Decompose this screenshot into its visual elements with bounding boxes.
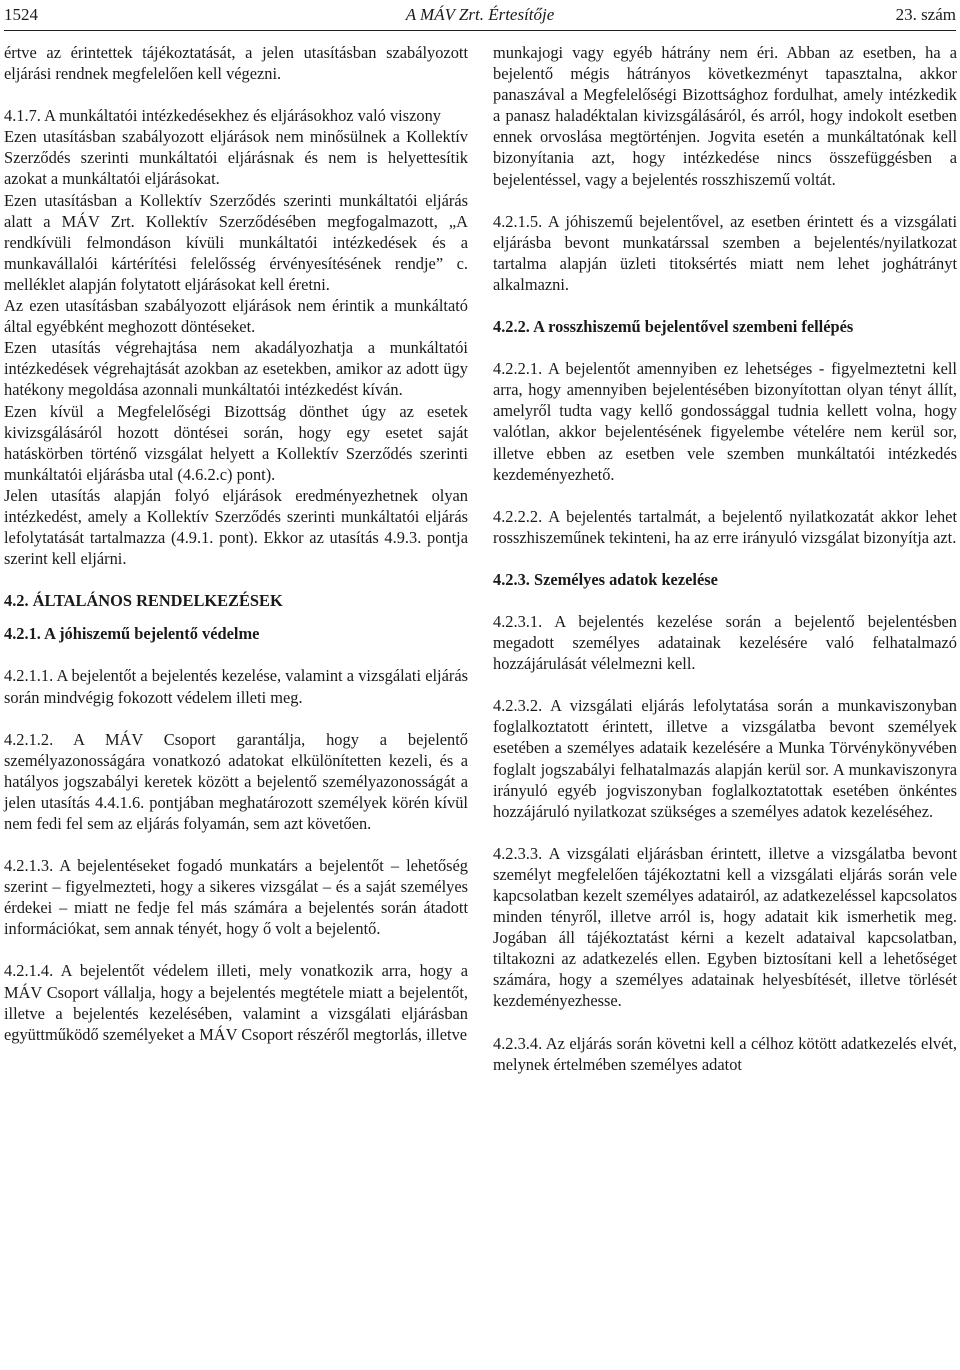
paragraph: Az ezen utasításban szabályozott eljárások nem érintik a munkáltató által egyébként meghozott döntéseket. [4,296,468,337]
issue-number: 23. szám [895,5,956,24]
section-4-1-7-heading: 4.1.7. A munkáltatói intézkedésekhez és eljárásokhoz való viszony [4,106,441,126]
paragraph-4-2-2-1: 4.2.2.1. A bejelentőt amennyiben ez lehetséges - figyelmeztetni kell arra, hogy amennyiben bejelentésében bizonyítottan olyan tényt állít, amelyről tudta vagy kellő gondossággal tudnia kellett volna, hogy valótlan, akkor bejelentésének figyelembe vételére nem kerül sor, illetve ebben az esetben vele szemben munkáltatói intézkedés kezdeményezhető. [493,359,957,484]
paragraph-4-2-1-3: 4.2.1.3. A bejelentéseket fogadó munkatárs a bejelentőt – lehetőség szerint – figyelmezteti, hogy a sikeres vizsgálat – és a saját személyes érdekei – miatt ne fedje fel más számára a bejelentés során átadott információkat, sem annak tényét, hogy ő volt a bejelentő. [4,856,468,939]
page-number: 1524 [4,5,38,24]
right-column [493,42,957,1075]
paragraph: Ezen utasításban szabályozott eljárások nem minősülnek a Kollektív Szerződés szerinti munkáltatói eljárásnak és nem is helyettesítik azokat a munkáltatói eljárásokat. [4,127,468,189]
section-heading-bad-faith: 4.2.2. A rosszhiszemű bejelentővel szembeni fellépés [493,317,854,337]
paragraph: Jelen utasítás alapján folyó eljárások eredményezhetnek olyan intézkedést, amely a Kollektív Szerződés szerinti munkáltatói eljárás lefolytatását tartalmazza (4.9.1. pont). Ekkor az utasítás 4.9.3. pontja szerint kell eljárni. [4,485,468,569]
header-rule [4,30,956,31]
section-heading-protection: 4.2.1. A jóhiszemű bejelentő védelme [4,624,260,644]
paragraph: munkajogi vagy egyéb hátrány nem éri. Abban az esetben, ha a bejelentő mégis hátrányos következményt tapasztalna, akkor panaszával a Megfelelőségi Bizottsághoz fordulhat, amely intézkedik a panasz haladéktalan kivizsgálásáról, és arról, hogy indokolt esetben ennek orvoslása megtörténjen. Jogvita esetén a munkáltatónak kell bizonyítania azt, hogy intézkedése nincs összefüggésben a bejelentéssel, vagy a bejelentés rosszhiszemű voltát. [493,43,957,189]
paragraph-4-2-2-2: 4.2.2.2. A bejelentés tartalmát, a bejelentő nyilatkozatát akkor lehet rosszhiszeműnek tekinteni, ha az erre irányuló vizsgálat bizonyítja azt. [493,506,957,547]
paragraph: Ezen kívül a Megfelelőségi Bizottság dönthet úgy az esetek kivizsgálásáról hozott döntései során, hogy egy esetet saját hatáskörben történő vizsgálat helyett a Kollektív Szerződés szerinti munkáltatói eljárásba utal (4.6.2.c) pont). [4,401,468,484]
paragraph-4-2-3-1: 4.2.3.1. A bejelentés kezelése során a bejelentő bejelentésben megadott személyes adatainak kezelésére való felhatalmazó hozzájárulását vélelmezni kell. [493,611,957,674]
paragraph-4-2-1-2: 4.2.1.2. A MÁV Csoport garantálja, hogy a bejelentő személyazonosságára vonatkozó adatokat elkülönítetten kezeli, és a hatályos jogszabályi keretek között a bejelentő személyazonosságát a jelen utasítás 4.4.1.6. pontjában meghatározott személyek körén kívül nem fedi fel sem az eljárás folyamán, sem azt követően. [4,729,468,833]
paragraph-4-2-3-4: 4.2.3.4. Az eljárás során követni kell a célhoz kötött adatkezelés elvét, melynek értelmében személyes adatot [493,1033,957,1074]
section-heading-general: 4.2. ÁLTALÁNOS RENDELKEZÉSEK [4,591,283,611]
journal-title: A MÁV Zrt. Értesítője [405,5,555,24]
paragraph-4-2-1-5: 4.2.1.5. A jóhiszemű bejelentővel, az esetben érintett és a vizsgálati eljárásba bevont munkatárssal szemben a bejelentés/nyilatkozat tartalma alapján üzleti titoksértés miatt nem lehet joghátrányt alkalmazni. [493,211,957,294]
paragraph-4-2-3-2: 4.2.3.2. A vizsgálati eljárás lefolytatása során a munkaviszonyban foglalkoztatott érintett, illetve a vizsgálatba bevont személyek esetében a személyes adataik kezelésére a Munka Törvénykönyvében foglalt jogszabályi felhatalmazás alapján kerül sor. A munkaviszonyra irányuló egyéb jogviszonyban foglalkoztatottak esetében önkéntes hozzájáruló nyilatkozat szükséges a személyes adatok kezeléséhez. [493,696,957,821]
left-column [4,42,468,1045]
section-heading-personal-data: 4.2.3. Személyes adatok kezelése [493,569,718,589]
paragraph-4-2-3-3: 4.2.3.3. A vizsgálati eljárásban érintett, illetve a vizsgálatba bevont személyt megfelelően tájékoztatni kell a vizsgálati eljárás során vele kapcsolatban kezelt személyes adatairól, az adatkezeléssel kapcsolatos minden tényről, illetve arról is, hogy adatait kik ismerhetik meg. Jogában áll tájékoztatást kérni a kezelt adataival kapcsolatban, tiltakozni az adatkezelés ellen. Egyben biztosítani kell a lehetőséget számára, hogy a személyes adatainak helyesbítését, illetve törlését kezdeményezhesse. [493,843,957,1011]
paragraph: Ezen utasítás végrehajtása nem akadályozhatja a munkáltatói intézkedések végrehajtását azokban az esetekben, amikor az adott ügy hatékony megoldása azonnali munkáltatói intézkedést kíván. [4,338,468,400]
paragraph: Ezen utasításban a Kollektív Szerződés szerinti munkáltatói eljárás alatt a MÁV Zrt. Kollektív Szerződésében megfogalmazott, „A rendkívüli felmondáson kívüli munkáltatói intézkedések és a munkavállalói kártérítési felelősség érvényesítésének rendje” c. melléklet alapján folytatott eljárásokat kell éretni. [4,190,468,294]
paragraph: értve az érintettek tájékoztatását, a jelen utasításban szabályozott eljárási rendnek megfelelően kell végezni. [4,43,468,84]
paragraph-4-2-1-1: 4.2.1.1. A bejelentőt a bejelentés kezelése, valamint a vizsgálati eljárás során mindvégig fokozott védelem illeti meg. [4,666,468,707]
paragraph-4-2-1-4: 4.2.1.4. A bejelentőt védelem illeti, mely vonatkozik arra, hogy a MÁV Csoport vállalja, hogy a bejelentés megtétele miatt a bejelentőt, illetve a bejelentés kezelésében, valamint a vizsgálati eljárásban együttműködő személyeket a MÁV Csoport részéről megtorlás, illetve [4,961,468,1044]
page-header [4,4,956,28]
